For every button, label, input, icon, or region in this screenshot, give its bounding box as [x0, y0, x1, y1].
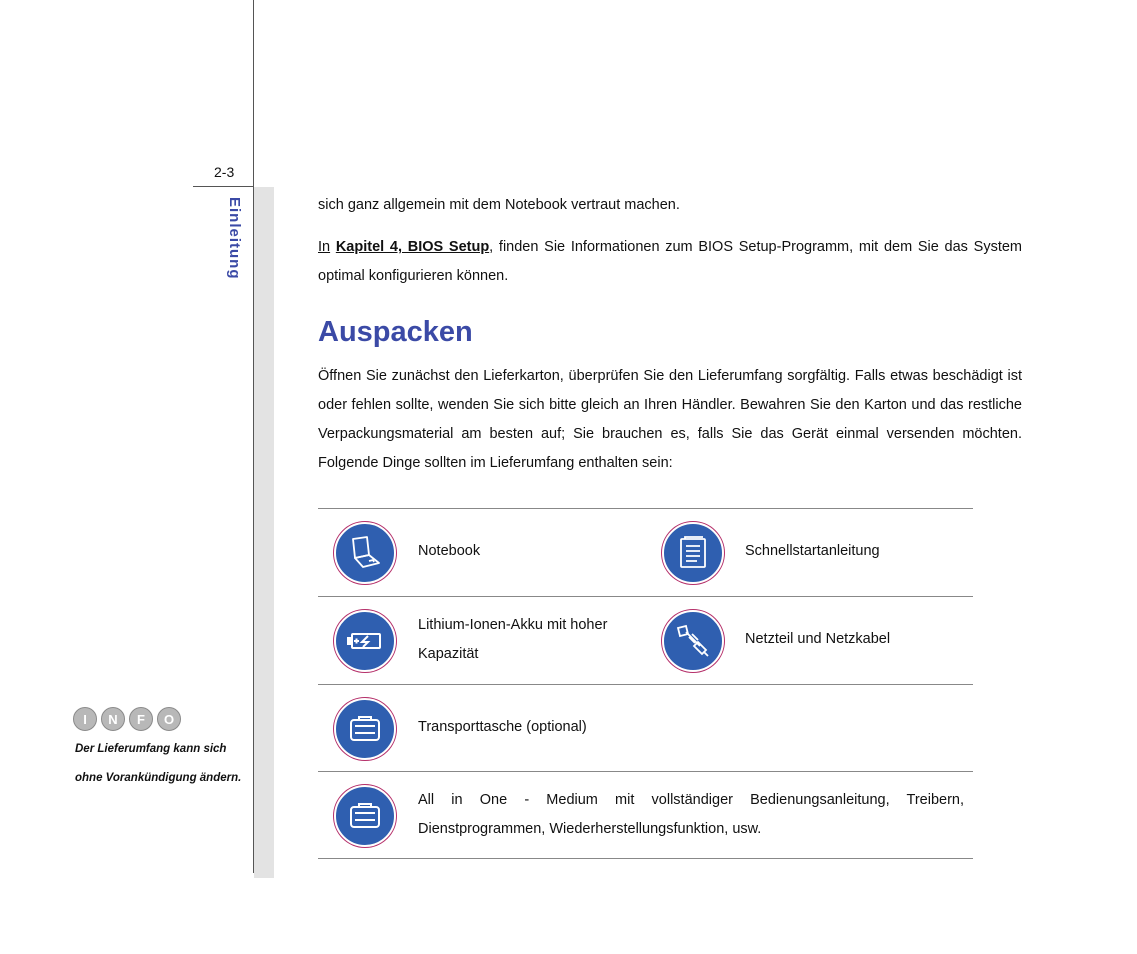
table-row	[318, 684, 973, 771]
laptop-icon	[334, 522, 396, 584]
carrying-bag-icon	[334, 785, 396, 847]
table-row	[318, 596, 973, 684]
unpacking-paragraph: Öffnen Sie zunächst den Lieferkarton, überprüfen Sie den Lieferumfang sorgfältig. Falls etwas beschädigt ist oder fehlen sollte, wenden Sie sich bitte gleich an Ihren Händler. Bewahren Sie den Karton und das restliche Verpackungsmaterial am besten auf; Sie brauchen es, falls Sie das Gerät einmal versenden möchten. Folgende Dinge sollten im Lieferumfang enthalten sein:	[318, 368, 1022, 471]
bios-setup-link[interactable]: Kapitel 4, BIOS Setup	[335, 239, 490, 255]
list-item: All in One - Medium mit vollständiger Bedienungsanleitung, Treibern, Dienstprogrammen, Wiederherstellungsfunktion, usw.	[418, 792, 964, 837]
carrying-bag-icon	[334, 698, 396, 760]
list-item: Transporttasche (optional)	[418, 719, 587, 735]
list-item: Schnellstartanleitung	[745, 543, 880, 559]
bios-paragraph-rest: , finden Sie Informationen zum BIOS Setup-Programm, mit dem Sie das System optimal konfigurieren können.	[318, 239, 1023, 284]
bios-paragraph-in: In	[318, 239, 331, 255]
package-contents-table	[318, 508, 973, 859]
info-letter-n: N	[101, 707, 125, 731]
power-plug-icon	[662, 610, 724, 672]
table-row	[318, 771, 973, 859]
document-icon	[662, 522, 724, 584]
section-heading: Auspacken	[318, 316, 473, 348]
table-row	[318, 508, 973, 596]
list-item: Lithium-Ionen-Akku mit hoher Kapazität	[418, 617, 608, 662]
page-number: 2-3	[214, 164, 235, 180]
sidebar-gray-strip	[254, 187, 274, 878]
info-letter-f: F	[129, 707, 153, 731]
info-note: Der Lieferumfang kann sich ohne Vorankündigung ändern.	[75, 743, 242, 784]
section-title-vertical: Einleitung	[226, 197, 243, 280]
page-number-rule	[193, 186, 254, 187]
battery-icon	[334, 610, 396, 672]
info-letter-i: I	[73, 707, 97, 731]
intro-paragraph: sich ganz allgemein mit dem Notebook vertraut machen.	[318, 197, 680, 213]
info-logo	[73, 707, 181, 731]
list-item: Notebook	[418, 543, 481, 559]
info-letter-o: O	[157, 707, 181, 731]
bios-paragraph	[318, 233, 1022, 291]
list-item: Netzteil und Netzkabel	[745, 631, 891, 647]
